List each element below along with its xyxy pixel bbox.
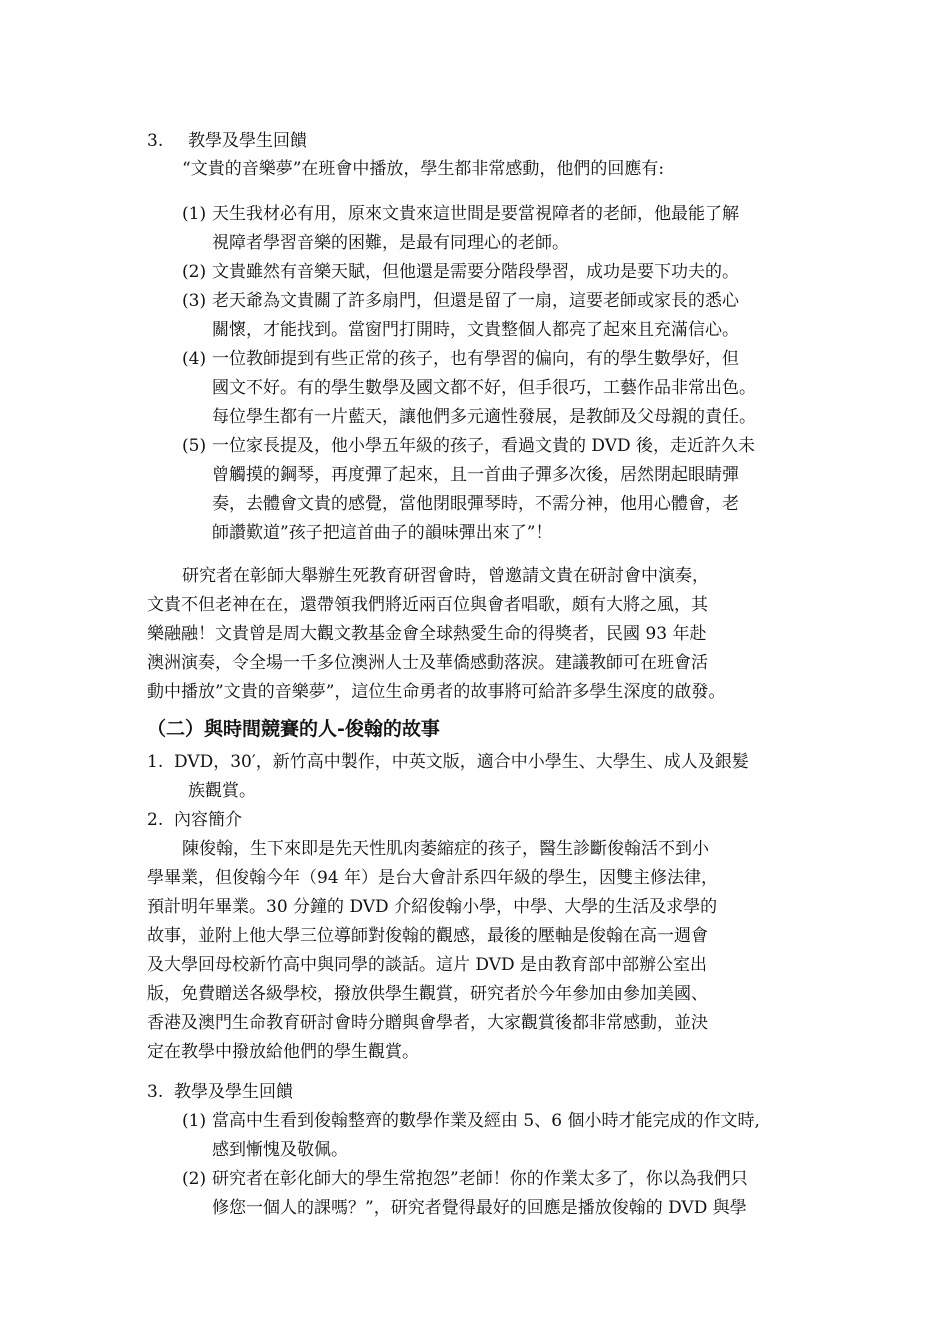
item-line: 師讚歎道”孩子把這首曲子的韻味彈出來了”！: [212, 523, 553, 543]
list-number: 2.: [147, 810, 164, 830]
intro-text: “文貴的音樂夢”在班會中播放，學生都非常感動，他們的回應有:: [182, 159, 665, 179]
item-number: (4): [182, 349, 207, 369]
paragraph-line: 陳俊翰，生下來即是先天性肌肉萎縮症的孩子，醫生診斷俊翰活不到小: [182, 839, 709, 859]
item-number: (1): [182, 204, 207, 224]
paragraph-line: 樂融融！文貴曾是周大觀文教基金會全球熱愛生命的得獎者，民國 93 年赴: [147, 624, 707, 644]
paragraph-line: 動中播放”文貴的音樂夢”，這位生命勇者的故事將可給許多學生深度的啟發。: [147, 682, 726, 702]
paragraph-line: 及大學回母校新竹高中與同學的談話。這片 DVD 是由教育部中部辦公室出: [147, 955, 708, 975]
item-line: 天生我材必有用，原來文貴來這世間是要當視障者的老師，他最能了解: [212, 204, 739, 224]
list-number: 3.: [147, 1082, 164, 1102]
paragraph-line: 預計明年畢業。30 分鐘的 DVD 介紹俊翰小學，中學、大學的生活及求學的: [147, 897, 718, 917]
item-line: 一位家長提及，他小學五年級的孩子，看過文貴的 DVD 後，走近許久未: [212, 436, 756, 456]
section-heading: 教學及學生回饋: [188, 131, 307, 151]
list-line: DVD，30′，新竹高中製作，中英文版，適合中小學生、大學生、成人及銀髮: [174, 752, 749, 772]
paragraph-line: 故事，並附上他大學三位導師對俊翰的觀感，最後的壓軸是俊翰在高一週會: [147, 926, 708, 946]
section-title: （二）與時間競賽的人-俊翰的故事: [147, 718, 440, 740]
item-line: 研究者在彰化師大的學生常抱怨”老師！你的作業太多了，你以為我們只: [212, 1169, 748, 1189]
item-line: 關懷，才能找到。當窗門打開時，文貴整個人都亮了起來且充滿信心。: [212, 320, 739, 340]
item-line: 曾觸摸的鋼琴，再度彈了起來，且一首曲子彈多次後，居然閉起眼睛彈: [212, 465, 739, 485]
item-line: 修您一個人的課嗎？”，研究者覺得最好的回應是播放俊翰的 DVD 與學: [212, 1198, 747, 1218]
item-number: (2): [182, 262, 207, 282]
paragraph-line: 定在教學中撥放給他們的學生觀賞。: [147, 1042, 419, 1062]
paragraph-line: 澳洲演奏，令全場一千多位澳洲人士及華僑感動落淚。建議教師可在班會活: [147, 653, 708, 673]
list-text: 教學及學生回饋: [174, 1082, 293, 1102]
paragraph-line: 香港及澳門生命教育研討會時分贈與會學者，大家觀賞後都非常感動，並決: [147, 1013, 708, 1033]
item-number: (2): [182, 1169, 207, 1189]
item-number: (5): [182, 436, 207, 456]
list-number: 3.: [147, 131, 164, 151]
list-line: 族觀賞。: [188, 781, 256, 801]
item-line: 感到慚愧及敬佩。: [212, 1140, 348, 1160]
item-line: 每位學生都有一片藍天，讓他們多元適性發展，是教師及父母親的責任。: [212, 407, 756, 427]
paragraph-line: 文貴不但老神在在，還帶領我們將近兩百位與會者唱歌，頗有大將之風，其: [147, 595, 708, 615]
item-number: (3): [182, 291, 207, 311]
paragraph-line: 研究者在彰師大舉辦生死教育研習會時，曾邀請文貴在研討會中演奏，: [182, 566, 709, 586]
item-line: 視障者學習音樂的困難，是最有同理心的老師。: [212, 233, 569, 253]
item-number: (1): [182, 1111, 207, 1131]
item-line: 文貴雖然有音樂天賦，但他還是需要分階段學習，成功是要下功夫的。: [212, 262, 739, 282]
item-line: 國文不好。有的學生數學及國文都不好，但手很巧，工藝作品非常出色。: [212, 378, 756, 398]
item-line: 老天爺為文貴關了許多扇門，但還是留了一扇，這要老師或家長的悉心: [212, 291, 739, 311]
list-number: 1.: [147, 752, 164, 772]
paragraph-line: 學畢業，但俊翰今年（94 年）是台大會計系四年級的學生，因雙主修法律，: [147, 868, 719, 888]
paragraph-line: 版，免費贈送各級學校，撥放供學生觀賞，研究者於今年參加由參加美國、: [147, 984, 708, 1004]
item-line: 當高中生看到俊翰整齊的數學作業及經由 5、6 個小時才能完成的作文時,: [212, 1111, 760, 1131]
item-line: 一位教師提到有些正常的孩子，也有學習的偏向，有的學生數學好，但: [212, 349, 739, 369]
list-text: 內容簡介: [174, 810, 242, 830]
item-line: 奏，去體會文貴的感覺，當他閉眼彈琴時，不需分神，他用心體會，老: [212, 494, 739, 514]
